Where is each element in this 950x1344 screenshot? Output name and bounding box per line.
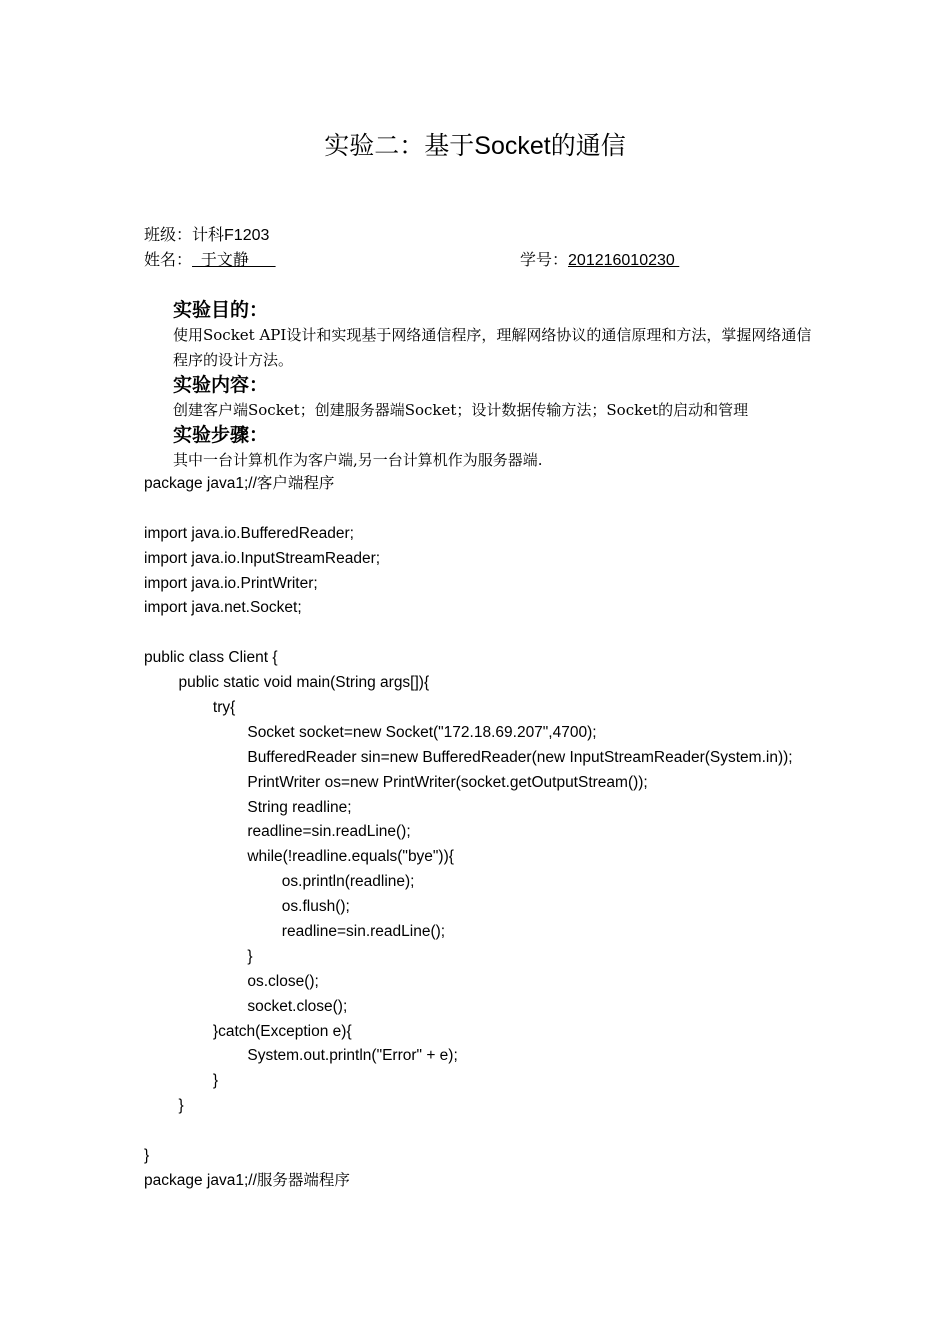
purpose-text: 使用Socket API设计和实现基于网络通信程序，理解网络协议的通信原理和方法，掌握网络通信程序的设计方法。 — [173, 326, 812, 369]
code-line: while(!readline.equals("bye")){ — [144, 848, 454, 866]
code-line: os.println(readline); — [144, 873, 415, 891]
code-line: readline=sin.readLine(); — [144, 823, 411, 841]
document-title: 实验二：基于Socket的通信 — [324, 132, 626, 160]
class-label: 班级： — [144, 227, 193, 244]
student-id-value: 201216010230 — [568, 252, 680, 269]
code-line: os.flush(); — [144, 898, 350, 916]
code-line: public class Client { — [144, 649, 278, 667]
code-line: try{ — [144, 699, 236, 717]
content-heading: 实验内容： — [173, 374, 269, 396]
code-line: String readline; — [144, 798, 352, 816]
student-id-label: 学号： — [520, 252, 569, 269]
code-line: } — [144, 1072, 219, 1090]
name-value: 于文静 — [192, 252, 276, 269]
code-line: package java1;//服务器端程序 — [144, 1171, 350, 1189]
code-line: Socket socket=new Socket("172.18.69.207",4700); — [144, 723, 597, 741]
code-line — [144, 1119, 793, 1144]
code-line: socket.close(); — [144, 997, 348, 1015]
code-listing — [144, 472, 793, 1194]
code-line: import java.io.BufferedReader; — [144, 524, 354, 542]
code-line: System.out.println("Error" + e); — [144, 1047, 458, 1065]
code-line: }catch(Exception e){ — [144, 1022, 352, 1040]
code-line: PrintWriter os=new PrintWriter(socket.getOutputStream()); — [144, 773, 648, 791]
code-line — [144, 497, 793, 522]
code-line: os.close(); — [144, 972, 319, 990]
code-line: public static void main(String args[]){ — [144, 674, 430, 692]
code-line: import java.io.InputStreamReader; — [144, 549, 381, 567]
class-line — [144, 223, 269, 248]
steps-heading: 实验步骤： — [173, 424, 269, 446]
code-line: BufferedReader sin=new BufferedReader(new InputStreamReader(System.in)); — [144, 748, 793, 766]
steps-text: 其中一台计算机作为客户端,另一台计算机作为服务器端. — [173, 451, 543, 469]
code-line: readline=sin.readLine(); — [144, 923, 446, 941]
code-line: } — [144, 947, 253, 965]
student-id-line — [520, 248, 679, 273]
name-label: 姓名： — [144, 252, 193, 269]
purpose-heading: 实验目的： — [173, 299, 269, 321]
code-line — [144, 621, 793, 646]
code-line: } — [144, 1147, 150, 1165]
code-line: import java.io.PrintWriter; — [144, 574, 318, 592]
class-value: 计科F1203 — [192, 227, 270, 244]
code-line: import java.net.Socket; — [144, 599, 302, 617]
code-line: package java1;//客户端程序 — [144, 475, 335, 492]
content-text: 创建客户端Socket；创建服务器端Socket；设计数据传输方法；Socket的启动和管理 — [173, 401, 749, 419]
name-line — [144, 248, 276, 273]
code-line: } — [144, 1097, 184, 1115]
